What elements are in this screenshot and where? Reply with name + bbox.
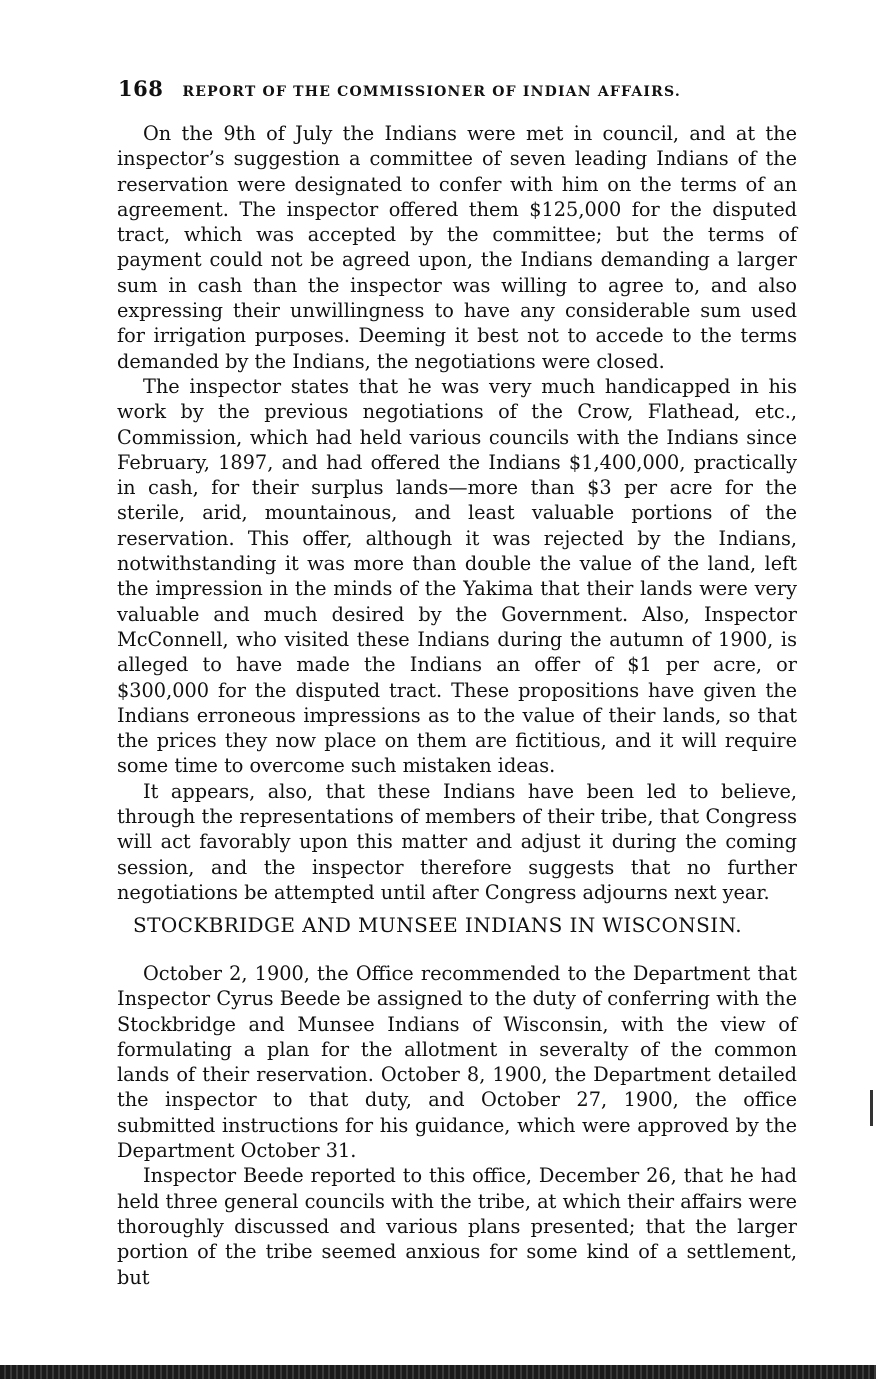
paragraph-handicapped: The inspector states that he was very much handicapped in his work by the previous negotiations of the Crow, Flathead, etc., Commission, which had held various councils with the Indians since February, 1897, and had offered the Indians $1,400,000, practically in cash, for their surplus lands—more than $3 per acre for the sterile, arid, mountainous, and least valuable portions of the reservation. This offer, although it was rejected by the Indians, notwithstanding it was more than double the value of the land, left the impression in the minds of the Yakima that their lands were very valuable and much desired by the Government. Also, Inspector McConnell, who visited these Indians during the autumn of 1900, is alleged to have made the Indians an offer of $1 per acre, or $300,000 for the disputed tract. These propositions have given the Indians erroneous impressions as to the value of their lands, so that the prices they now place on them are fictitious, and it will require some time to overcome such mistaken ideas.	[117, 374, 797, 778]
page-number: 168	[118, 76, 164, 101]
bottom-binding-edge	[0, 1365, 876, 1379]
paragraph-congress: It appears, also, that these Indians have been led to believe, through the representations of members of their tribe, that Congress will act favorably upon this matter and adjust it during the coming session, and the inspector therefore suggests that no further negotiations be attempted until after Congress adjourns next year.	[117, 779, 797, 904]
paragraph-beede-report: Inspector Beede reported to this office, December 26, that he had held three general councils with the tribe, at which their affairs were thoroughly discussed and various plans presented; that the larger portion of the tribe seemed anxious for some kind of a settlement, but	[117, 1164, 797, 1289]
stockbridge-section-body	[117, 961, 797, 1290]
section-heading-stockbridge: STOCKBRIDGE AND MUNSEE INDIANS IN WISCONSIN.	[133, 913, 742, 937]
yakima-section-body	[117, 121, 797, 905]
page-header	[118, 76, 758, 106]
paragraph-recommendation: October 2, 1900, the Office recommended to the Department that Inspector Cyrus Beede be assigned to the duty of conferring with the Stockbridge and Munsee Indians of Wisconsin, with the view of formulating a plan for the allotment in severalty of the common lands of their reservation. October 8, 1900, the Department detailed the inspector to that duty, and October 27, 1900, the office submitted instructions for his guidance, which were approved by the Department October 31.	[117, 962, 797, 1163]
paragraph-council: On the 9th of July the Indians were met in council, and at the inspector’s suggestion a committee of seven leading Indians of the reservation were designated to confer with him on the terms of an agreement. The inspector offered them $125,000 for the disputed tract, which was accepted by the committee; but the terms of payment could not be agreed upon, the Indians demanding a larger sum in cash than the inspector was willing to agree to, and also expressing their unwillingness to have any considerable sum used for irrigation purposes. Deeming it best not to accede to the terms demanded by the Indians, the negotiations were closed.	[117, 122, 797, 373]
running-head: REPORT OF THE COMMISSIONER OF INDIAN AFFAIRS.	[182, 84, 681, 100]
margin-mark	[870, 1090, 873, 1126]
